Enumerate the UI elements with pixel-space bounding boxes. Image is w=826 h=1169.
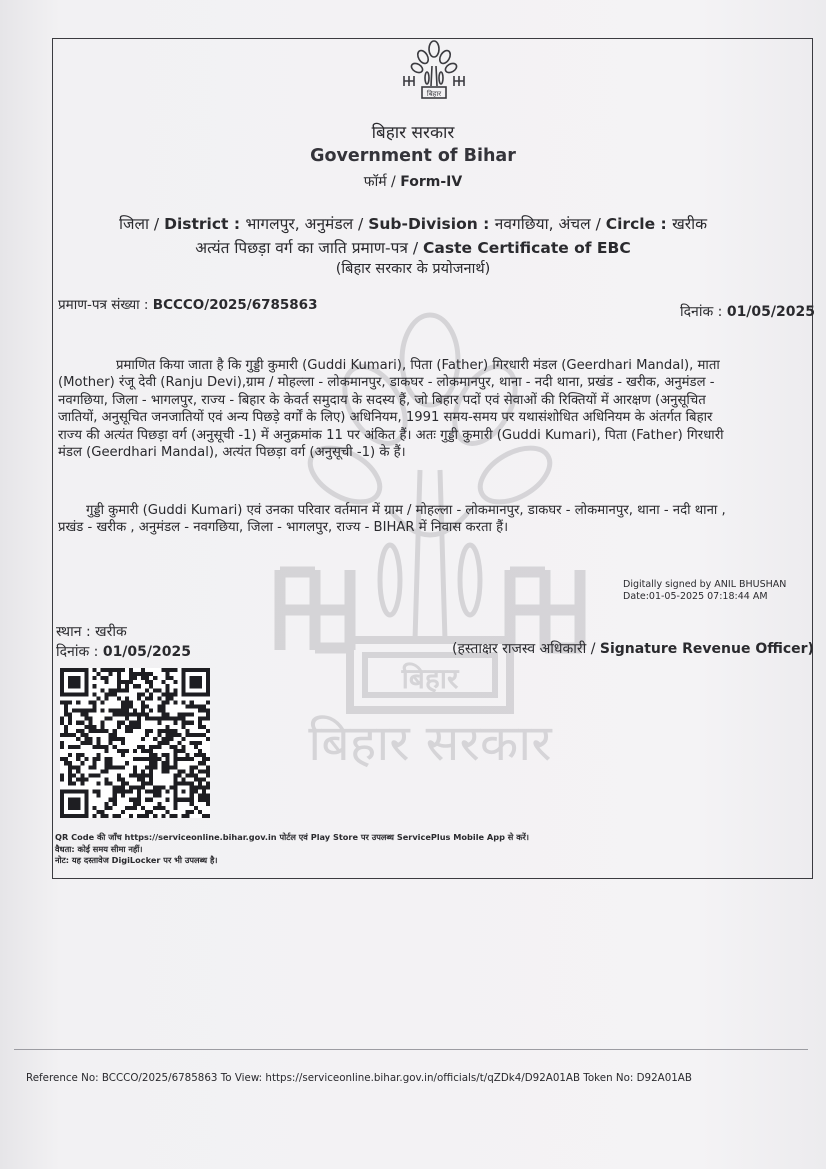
para1-line: जातियों, अनुसूचित जनजातियों एवं अन्य पिछड़े वर्गों के लिए) अधिनियम, 1991 समय-समय पर यथासंशोधित अधिनियम के अंतर्गत बिहार bbox=[58, 410, 713, 426]
certificate-body-paragraph-2 bbox=[58, 502, 806, 537]
subdivision-label: Sub-Division : bbox=[368, 215, 495, 233]
certificate-body-paragraph-1 bbox=[58, 357, 806, 461]
digital-signature-block bbox=[623, 579, 786, 603]
footer-reference: Reference No: BCCCO/2025/6785863 To View: https://serviceonline.bihar.gov.in/officials/t/qZDk4/D92A01AB Token No: D92A01AB bbox=[26, 1072, 692, 1084]
bihar-emblem-logo bbox=[398, 40, 470, 102]
verification-notes bbox=[55, 832, 529, 867]
certificate-title-english: Caste Certificate of EBC bbox=[423, 239, 631, 257]
qr-code[interactable] bbox=[60, 668, 210, 818]
govt-title-english: Government of Bihar bbox=[310, 146, 516, 166]
para1-line: प्रमाणित किया जाता है कि गुड्डी कुमारी (Guddi Kumari), पिता (Father) गिरधारी मंडल (Geerdhari Mandal), माता bbox=[116, 358, 720, 373]
district-label: District : bbox=[164, 215, 246, 233]
certificate-number-value: BCCCO/2025/6785863 bbox=[152, 297, 318, 313]
validity-note: वैधता: कोई समय सीमा नहीं। bbox=[55, 843, 143, 854]
district-value: भागलपुर, अनुमंडल / bbox=[245, 215, 369, 233]
para1-line: (Mother) रंजू देवी (Ranju Devi),ग्राम / मोहल्ला - लोकमानपुर, डाकघर - लोकमानपुर, थाना - नदी थाना, प्रखंड - खरीक, अनुमंडल - bbox=[58, 375, 715, 391]
certificate-number bbox=[58, 295, 317, 313]
issue-date bbox=[680, 302, 815, 321]
place-label: स्थान : bbox=[56, 624, 96, 640]
footer-divider bbox=[14, 1049, 808, 1050]
place bbox=[56, 622, 127, 641]
district-label-hindi: जिला / bbox=[118, 215, 165, 233]
place-date-value: 01/05/2025 bbox=[102, 644, 191, 660]
digital-signature-name: Digitally signed by ANIL BHUSHAN bbox=[623, 579, 787, 590]
certificate-purpose: (बिहार सरकार के प्रयोजनार्थ) bbox=[335, 261, 491, 277]
issue-date-value: 01/05/2025 bbox=[726, 304, 815, 320]
signature-label bbox=[452, 639, 814, 658]
para1-line: मंडल (Geerdhari Mandal), अत्यंत पिछड़ा वर्ग (अनुसूची -1) के हैं। bbox=[58, 445, 406, 461]
watermark-caption: बिहार सरकार bbox=[308, 714, 552, 772]
form-title bbox=[0, 172, 826, 191]
para1-line: नवगछिया, जिला - भागलपुर, राज्य - बिहार के केवर्त समुदाय के सदस्य हैं, जो बिहार पदों एवं सेवाओं की रिक्तियों में आरक्षण (अनुसूचित bbox=[58, 392, 706, 408]
place-value: खरीक bbox=[95, 624, 127, 640]
watermark-emblem-text: बिहार bbox=[401, 662, 459, 695]
emblem-text: बिहार bbox=[426, 90, 442, 98]
subdivision-value: नवगछिया, अंचल / bbox=[494, 215, 606, 233]
certificate-title bbox=[0, 236, 826, 258]
para1-line: राज्य की अत्यंत पिछड़ा वर्ग (अनुसूची -1) में अनुक्रमांक 11 पर अंकित हैं। अतः गुड्डी कुमारी (Guddi Kumari), पिता (Father) गिरधारी bbox=[58, 427, 724, 443]
para2-line: प्रखंड - खरीक , अनुमंडल - नवगछिया, जिला - भागलपुर, राज्य - BIHAR में निवास करता हैं। bbox=[58, 520, 509, 536]
signature-label-hindi: (हस्ताक्षर राजस्व अधिकारी / bbox=[452, 641, 600, 657]
para2-line: गुड्डी कुमारी (Guddi Kumari) एवं उनका परिवार वर्तमान में ग्राम / मोहल्ला - लोकमानपुर, डाकघर - लोकमानपुर, थाना - नदी थाना , bbox=[86, 503, 726, 518]
signature-label-english: Signature Revenue Officer) bbox=[599, 641, 814, 657]
digilocker-note: नोट: यह दस्तावेज DigiLocker पर भी उपलब्ध है। bbox=[55, 855, 218, 865]
qr-verification-note: QR Code की जाँच https://serviceonline.bihar.gov.in पोर्टल एवं Play Store पर उपलब्ध ServicePlus Mobile App से करें। bbox=[55, 832, 529, 842]
govt-title-hindi: बिहार सरकार bbox=[371, 123, 455, 143]
place-date bbox=[56, 642, 191, 661]
certificate-title-hindi: अत्यंत पिछड़ा वर्ग का जाति प्रमाण-पत्र / bbox=[195, 239, 424, 257]
certificate-number-label: प्रमाण-पत्र संख्या : bbox=[58, 297, 153, 313]
circle-value: खरीक bbox=[672, 215, 708, 233]
place-date-label: दिनांक : bbox=[56, 644, 103, 660]
location-line bbox=[0, 212, 826, 234]
digital-signature-date: Date:01-05-2025 07:18:44 AM bbox=[623, 591, 768, 602]
form-title-hindi: फॉर्म / bbox=[363, 174, 401, 190]
issue-date-label: दिनांक : bbox=[680, 304, 727, 320]
form-title-english: Form-IV bbox=[400, 174, 463, 190]
circle-label: Circle : bbox=[605, 215, 673, 233]
